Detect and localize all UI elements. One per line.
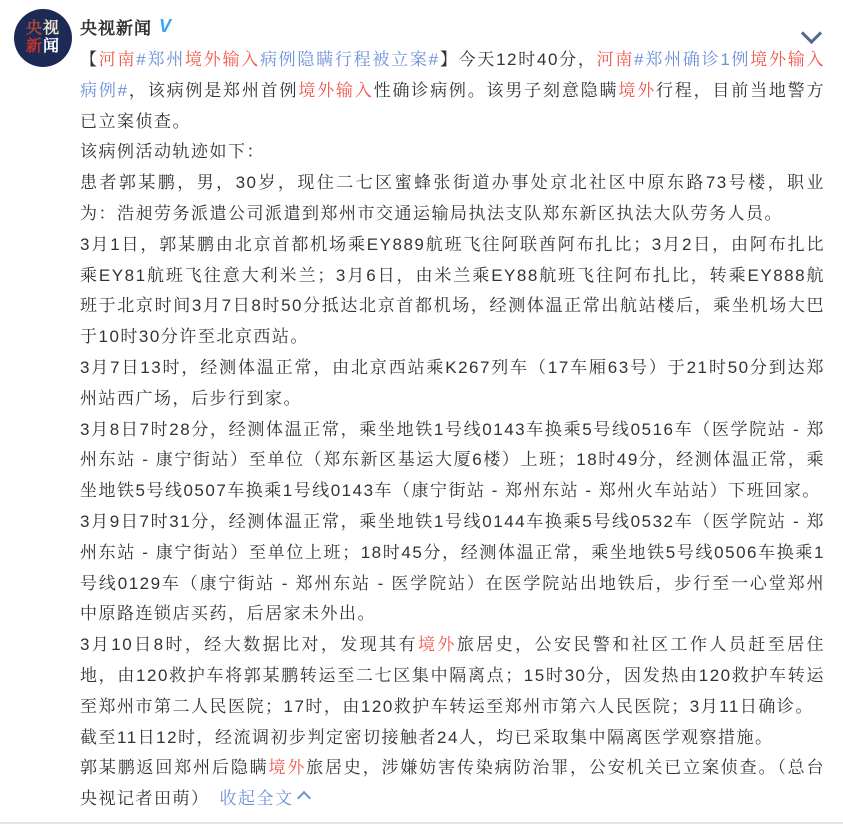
post-paragraph-10 [80, 753, 825, 815]
post-body [80, 45, 825, 815]
collapse-full-text-link[interactable]: 收起全文 [220, 789, 309, 808]
post-divider [0, 822, 843, 824]
hashtag-link[interactable]: 病例# [80, 80, 129, 100]
post-paragraph-7 [80, 507, 825, 630]
body-text: 该病例活动轨迹如下： [80, 142, 265, 162]
body-text: 郭某鹏返回郑州后隐瞒 [80, 758, 269, 778]
hashtag-link[interactable]: #郑州 [136, 50, 185, 69]
post-header [80, 13, 825, 39]
body-text: 3月8日7时28分，经测体温正常，乘坐地铁1号线0143车换乘5号线0516车（医学院站 - 郑州东站 - 康宁街站）至单位（郑东新区基运大厦6楼）上班；18时49分，经测体温正常，乘坐地铁5号线0507车换乘1号线0143车（康宁街站 - 郑州东站 - 郑州火车站站）下班回家。 [80, 419, 825, 501]
body-text: 】今天12时40分， [439, 50, 597, 69]
post-paragraph-4 [80, 230, 825, 353]
author-name[interactable]: 央视新闻 [80, 18, 152, 38]
highlighted-keyword: 境外 [417, 635, 457, 655]
body-text: ，该病例是郑州首例 [128, 80, 299, 100]
post-paragraph-2 [80, 137, 825, 168]
logo-char: 新 [25, 38, 43, 55]
post-paragraph-8 [80, 630, 825, 722]
verified-badge-icon: V [159, 15, 172, 36]
body-text: 患者郭某鹏，男，30岁，现住二七区蜜蜂张街道办事处京北社区中原东路73号楼，职业为：浩昶劳务派遣公司派遣到郑州市交通运输局执法支队郑东新区执法大队劳务人员。 [80, 173, 825, 223]
body-text: 旅居史，涉嫌妨害传染病防治罪，公安机关已立案侦查。（总台央视记者田萌） [80, 758, 826, 809]
body-text: 3月7日13时，经测体温正常，由北京西站乘K267列车（17车厢63号）于21时50分到达郑州站西广场，后步行到家。 [80, 357, 825, 408]
highlighted-keyword: 境外 [268, 758, 307, 778]
highlighted-keyword: 河南 [596, 50, 635, 69]
body-text: 3月1日，郭某鹏由北京首都机场乘EY889航班飞往阿联酋阿布扎比；3月2日，由阿布扎比乘EY81航班飞往意大利米兰；3月6日，由米兰乘EY88航班飞往阿布扎比，转乘EY888航班于北京时间3月7日8时50分抵达北京首都机场，经测体温正常出航站楼后，乘坐机场大巴于10时30分许至北京西站。 [80, 234, 825, 347]
highlighted-keyword: 河南 [98, 50, 137, 69]
hashtag-link[interactable]: 病例隐瞒行程被立案# [259, 50, 440, 69]
body-text: 3月10日8时，经大数据比对，发现其有 [80, 635, 418, 655]
post-paragraph-3 [80, 168, 825, 230]
body-text: 【 [80, 50, 99, 69]
highlighted-keyword: 境外输入 [298, 80, 374, 100]
body-text: 行程，目前当地警方已立案侦查。 [80, 80, 826, 131]
post-paragraph-6 [80, 415, 825, 507]
logo-char: 央 [25, 20, 43, 37]
logo-char: 视 [43, 20, 61, 37]
body-text: 截至11日12时，经流调初步判定密切接触者24人，均已采取集中隔离医学观察措施。 [80, 727, 774, 747]
cctv-news-logo [26, 20, 60, 38]
highlighted-keyword: 境外输入 [750, 50, 826, 69]
highlighted-keyword: 境外输入 [184, 50, 260, 69]
hashtag-link[interactable]: #郑州确诊1例 [634, 50, 751, 69]
post-paragraph-5 [80, 353, 825, 415]
post-paragraph-1 [80, 45, 825, 137]
post-paragraph-9 [80, 723, 825, 754]
body-text: 3月9日7时31分，经测体温正常，乘坐地铁1号线0144车换乘5号线0532车（医学院站 - 郑州东站 - 康宁街站）至单位上班；18时45分，经测体温正常，乘坐地铁5号线0506车换乘1号线0129车（康宁街站 - 郑州东站 - 医学院站）在医学院站出地铁后，步行至一心堂郑州中原路连锁店买药，后居家未外出。 [80, 511, 825, 624]
avatar[interactable] [14, 9, 72, 67]
body-text: 性确诊病例。该男子刻意隐瞒 [373, 80, 619, 100]
highlighted-keyword: 境外 [618, 80, 656, 100]
body-text: 旅居史，公安民警和社区工作人员赶至居住地，由120救护车将郭某鹏转运至二七区集中隔离点；15时30分，因发热由120救护车转运至郑州市第二人民医院；17时，由120救护车转运至郑州市第六人民医院；3月11日确诊。 [80, 635, 826, 716]
chevron-up-icon [296, 791, 310, 805]
cctv-news-logo [26, 38, 60, 56]
logo-char: 闻 [43, 38, 61, 55]
